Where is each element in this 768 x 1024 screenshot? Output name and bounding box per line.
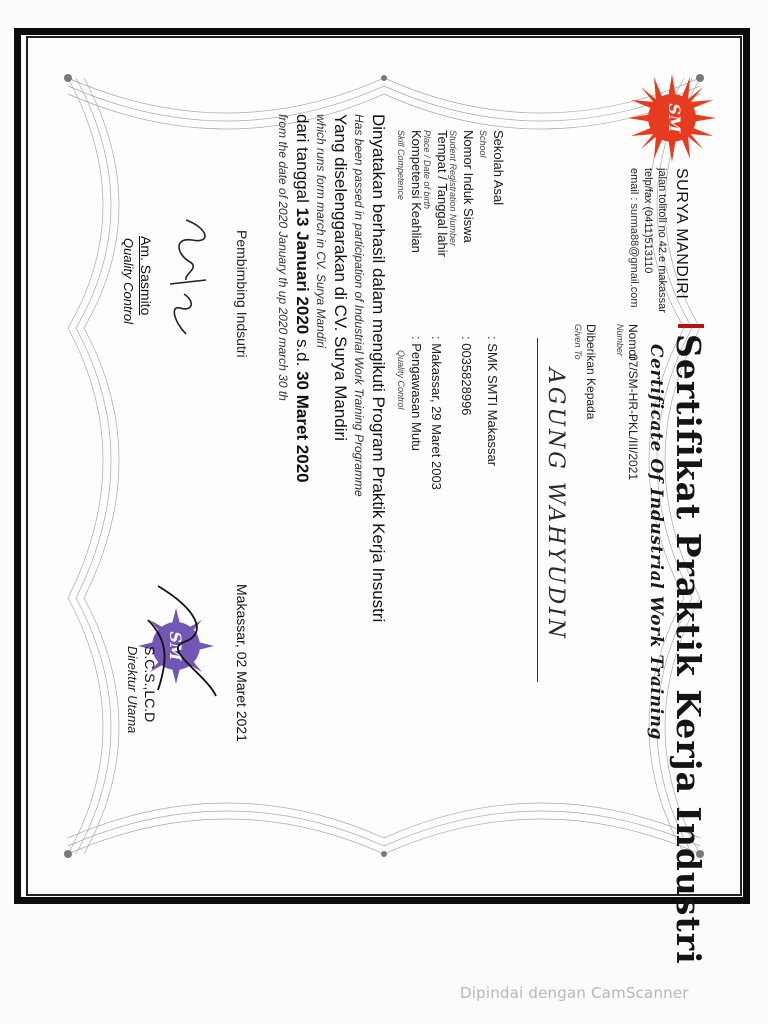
skill-value-en: Quality Control [396, 350, 406, 410]
given-to-label: Diberikan Kepada [584, 324, 598, 420]
company-email [628, 168, 640, 308]
given-to-label-en: Given To [573, 324, 583, 360]
scanner-watermark: Dipindai dengan CamScanner [460, 984, 689, 1002]
mentor-title: Pembimbing Indsutri [234, 230, 250, 358]
student-number-value: : 0035828996 [459, 336, 474, 416]
statement-line-2-en: which runs form march in CV. Surya Mandiri [314, 114, 328, 348]
number-label-en: Number [615, 324, 625, 357]
school-value: : SMK SMTI Makassar [485, 336, 500, 467]
school-label-en: School [478, 130, 488, 158]
statement-line-2: Yang diselenggarakan di CV. Surya Mandiri [331, 114, 350, 441]
statement-line-3-en: from the date of 2020 January th up 2020 march 30 th [276, 114, 290, 401]
date-end: 30 Maret 2020 [293, 371, 312, 483]
certificate-number: 07/SM-HR-PKL/III/2021 [626, 354, 640, 481]
stamp-text: SM [166, 631, 185, 661]
skill-label-en: Skill Competence [396, 130, 406, 201]
email-label: email : [628, 168, 640, 201]
mentor-role: Quality Control [121, 238, 136, 324]
statement-line-3 [292, 114, 312, 483]
email-value: surma88@gmail.com [628, 203, 640, 308]
company-address: jalan tolitoli no 42.e makassar [656, 168, 668, 313]
company-name: SURYA MANDIRI [673, 168, 690, 300]
skill-label: Kompetensi Keahlian [409, 130, 424, 253]
birth-value: : Makassar, 29 Maret 2003 [429, 336, 444, 490]
birth-label-en: Place / Date of birth [422, 130, 432, 210]
recipient-name: AGUNG WAHYUDIN [543, 368, 568, 642]
skill-value: : Pengawasan Mutu [409, 336, 424, 451]
statement-line-1-en: Has been passed in participation of Industrial Work Training Programme [352, 114, 366, 497]
school-label: Sekolah Asal [491, 130, 506, 206]
statement-line-1: Dinyatakan berhasil dalam mengikuti Program Praktik Kerja Insustri [369, 114, 388, 623]
certificate-subtitle: Certificate Of Industrial Work Training [646, 344, 666, 741]
logo-text: SM [665, 103, 684, 133]
date-separator: s.d. [293, 334, 312, 372]
certificate-title: Sertifikat Praktik Kerja Industri [669, 334, 708, 965]
recipient-underline [537, 338, 538, 682]
mentor-name: Am. Sasmito [138, 236, 154, 316]
director-name: S.C.S.,LC.D [142, 646, 158, 723]
director-role: Direktur Utama [125, 646, 140, 734]
mentor-signature [156, 210, 226, 350]
number-label: Nomor : [626, 324, 640, 367]
place-date: Makassar, 02 Maret 2021 [234, 584, 250, 742]
student-number-label-en: Student Registration Number [448, 130, 458, 247]
date-prefix: dari tanggal [293, 114, 312, 208]
date-start: 13 Januari 2020 [293, 207, 312, 335]
birth-label: Tempat / Tanggal lahir [435, 130, 450, 257]
student-number-label: Nomor Induk Siswa [461, 130, 476, 243]
certificate-content [24, 60, 744, 965]
title-accent-bar [678, 324, 704, 328]
company-phone: telp/fax (0411)513110 [642, 168, 654, 274]
